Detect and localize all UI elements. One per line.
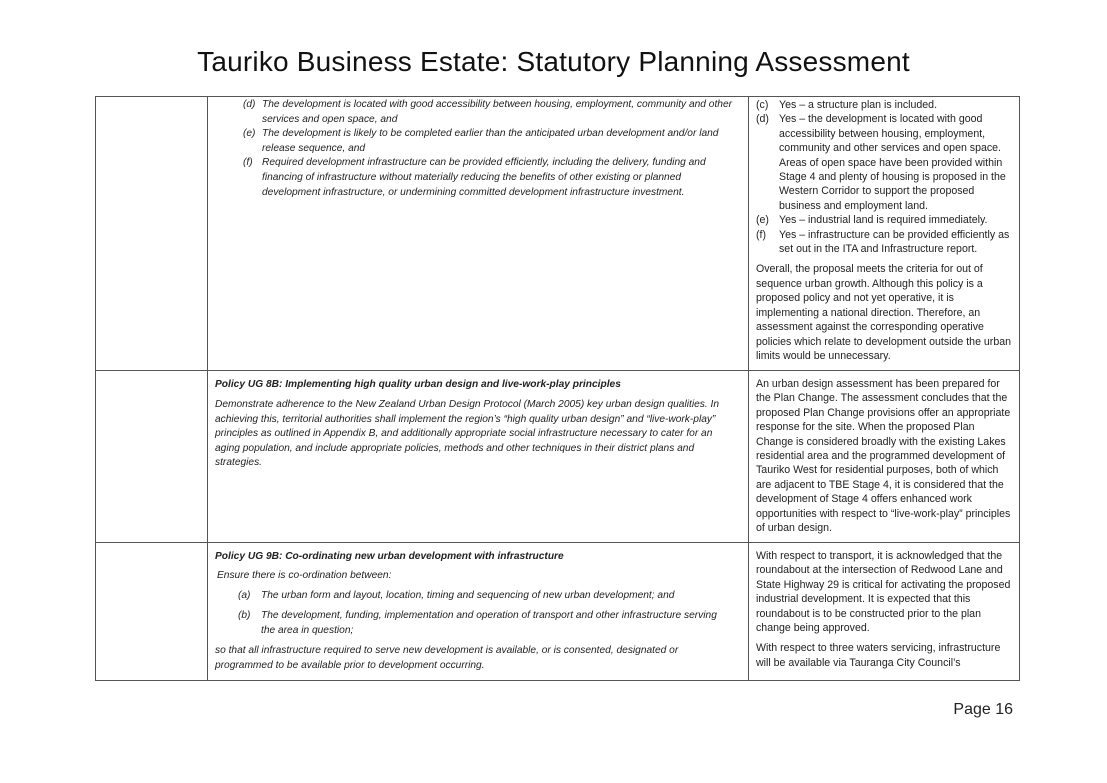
policy-criteria-list: [208, 584, 748, 639]
item-label: (b): [238, 610, 251, 622]
list-item: [756, 213, 1013, 227]
item-text: The development is located with good accessibility between housing, employment, community and other services and open space, and: [262, 99, 733, 125]
table-row: [96, 97, 1020, 371]
policy-intro: Ensure there is co-ordination between:: [217, 570, 392, 581]
list-item: [243, 98, 740, 127]
list-item: [243, 156, 740, 200]
table-row: [96, 543, 1020, 681]
list-item: [238, 589, 718, 604]
assessment-text: An urban design assessment has been prepared for the Plan Change. The assessment concludes that the proposed Plan Change provisions offer an appropriate response for the site. When the proposed Plan Change is considered broadly with the existing Lakes residential area and the programmed development of Tauriko West for residential purposes, both of which are adjacent to TBE Stage 4, it is considered that the development of Stage 4 offers enhanced work opportunities with respect to “live-work-play” principles of urban design.: [756, 378, 1011, 535]
document-title: Tauriko Business Estate: Statutory Planning Assessment: [197, 46, 910, 77]
policy-criteria-list: [208, 97, 748, 200]
page-number: Page 16: [953, 701, 1013, 718]
item-text: Yes – industrial land is required immediately.: [779, 214, 988, 227]
list-item: [238, 609, 718, 638]
assessment-cell: [749, 543, 1020, 681]
row-label-cell: [96, 371, 208, 543]
item-label: (d): [243, 99, 256, 110]
item-text: Yes – the development is located with good accessibility between housing, employment, community and other services and open space. Areas of open space have been provided within Stage 4 and plenty of housing is proposed in the Western Corridor to support the proposed business and employment land.: [779, 113, 1006, 212]
item-text: The development, funding, implementation and operation of transport and other infrastructure serving the area in question;: [261, 610, 717, 636]
table-row: [96, 371, 1020, 543]
item-label: (d): [756, 113, 769, 126]
item-text: Required development infrastructure can be provided efficiently, including the delivery, funding and financing of infrastructure without materially reducing the benefits of other existing or planned development infrastructure, or undermining committed development infrastructure investment.: [262, 157, 706, 198]
list-item: [756, 228, 1013, 257]
assessment-table: [95, 96, 1020, 681]
item-text: The urban form and layout, location, timing and sequencing of new urban development; and: [261, 589, 675, 601]
item-text: The development is likely to be completed earlier than the anticipated urban development and/or land release sequence, and: [262, 128, 719, 154]
policy-heading: Policy UG 9B: Co-ordinating new urban development with infrastructure: [215, 551, 564, 562]
list-item: [756, 112, 1013, 213]
assessment-paragraph: With respect to transport, it is acknowledged that the roundabout at the intersection of Redwood Lane and State Highway 29 is critical for activating the proposed industrial development. It is expected that this roundabout is to be constructed prior to the plan change being approved.: [756, 550, 1011, 635]
policy-cell: [208, 97, 749, 371]
row-label-cell: [96, 543, 208, 681]
assessment-summary: Overall, the proposal meets the criteria for out of sequence urban growth. Although this policy is a proposed policy and not yet operative, it is implementing a national direction. Therefore, an assessment against the corresponding operative policies which relate to development outside the urban limits would be unnecessary.: [756, 263, 1011, 362]
item-text: Yes – a structure plan is included.: [779, 99, 938, 111]
policy-heading: Policy UG 8B: Implementing high quality urban design and live-work-play principles: [215, 379, 621, 390]
policy-cell: [208, 543, 749, 681]
policy-closing: so that all infrastructure required to serve new development is available, or is consented, designated or programmed to be available prior to development occurring.: [215, 645, 679, 671]
policy-cell: [208, 371, 749, 543]
item-label: (e): [756, 214, 769, 227]
row-label-cell: [96, 97, 208, 371]
item-label: (c): [756, 99, 769, 111]
assessment-paragraph: With respect to three waters servicing, infrastructure will be available via Tauranga City Council’s: [756, 642, 1001, 669]
list-item: [756, 98, 1013, 112]
item-text: Yes – infrastructure can be provided efficiently as set out in the ITA and Infrastructure report.: [779, 228, 1010, 256]
item-label: (e): [243, 128, 256, 140]
item-label: (a): [238, 589, 251, 601]
item-label: (f): [243, 157, 253, 169]
assessment-cell: [749, 371, 1020, 543]
item-label: (f): [756, 228, 766, 241]
assessment-cell: [749, 97, 1020, 371]
assessment-criteria-list: [749, 97, 1019, 256]
policy-text: Demonstrate adherence to the New Zealand Urban Design Protocol (March 2005) key urban design qualities. In achieving this, territorial authorities shall implement the region’s “high quality urban design” and “live-work-play” principles as outlined in Appendix B, and additionally appropriate social infrastructure necessary to cater for an aging population, and include appropriate policies, methods and other techniques in their district plans and strategies.: [215, 399, 719, 469]
list-item: [243, 127, 740, 156]
